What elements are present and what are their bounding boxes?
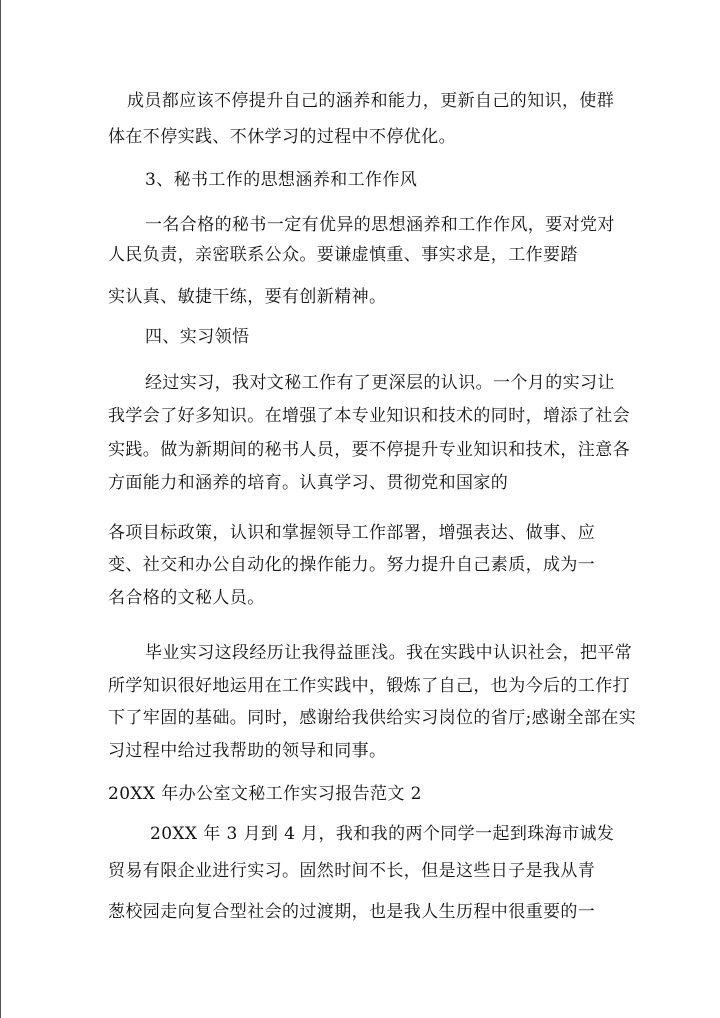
text-line: 经过实习，我对文秘工作有了更深层的认识。一个月的实习让 (145, 373, 615, 393)
text-line: 人民负责，亲密联系公众。要谦虚慎重、事实求是，工作要踏 (108, 245, 578, 265)
text-line: 下了牢固的基础。同时，感谢给我供给实习岗位的省厅;感谢全部在实 (108, 708, 637, 728)
text-line: 成员都应该不停提升自己的涵养和能力，更新自己的知识，使群 (127, 91, 615, 111)
text-line: 贸易有限企业进行实习。固然时间不长，但是这些日子是我从青 (108, 861, 596, 881)
text-line: 葱校园走向复合型社会的过渡期，也是我人生历程中很重要的一 (108, 902, 596, 922)
section-heading: 四、实习领悟 (145, 327, 250, 347)
text-line: 实认真、敏捷干练，要有创新精神。 (108, 287, 387, 307)
text-line: 我学会了好多知识。在增强了本专业知识和技术的同时，增添了社会 (108, 406, 630, 426)
document-subtitle: 20XX 年办公室文秘工作实习报告范文 2 (108, 784, 422, 804)
text-line: 变、社交和办公自动化的操作能力。努力提升自己素质，成为一 (108, 555, 596, 575)
text-line: 各项目标政策，认识和掌握领导工作部署，增强表达、做事、应 (108, 523, 596, 543)
text-line: 实践。做为新期间的秘书人员，要不停提升专业知识和技术，注意各 (108, 440, 630, 460)
text-line: 方面能力和涵养的培育。认真学习、贯彻党和国家的 (108, 473, 509, 493)
text-line: 名合格的文秘人员。 (108, 588, 265, 608)
text-line: 所学知识很好地运用在工作实践中，锻炼了自己，也为今后的工作打 (108, 676, 630, 696)
text-line: 体在不停实践、不休学习的过程中不停优化。 (108, 127, 456, 147)
text-line: 20XX 年 3 月到 4 月，我和我的两个同学一起到珠海市诚发 (150, 824, 615, 844)
section-heading: 3、秘书工作的思想涵养和工作作风 (145, 170, 418, 190)
page-edge (0, 0, 1, 1018)
text-line: 毕业实习这段经历让我得益匪浅。我在实践中认识社会，把平常 (145, 643, 633, 663)
text-line: 一名合格的秘书一定有优异的思想涵养和工作作风，要对党对 (145, 215, 615, 235)
text-line: 习过程中给过我帮助的领导和同事。 (108, 741, 387, 761)
